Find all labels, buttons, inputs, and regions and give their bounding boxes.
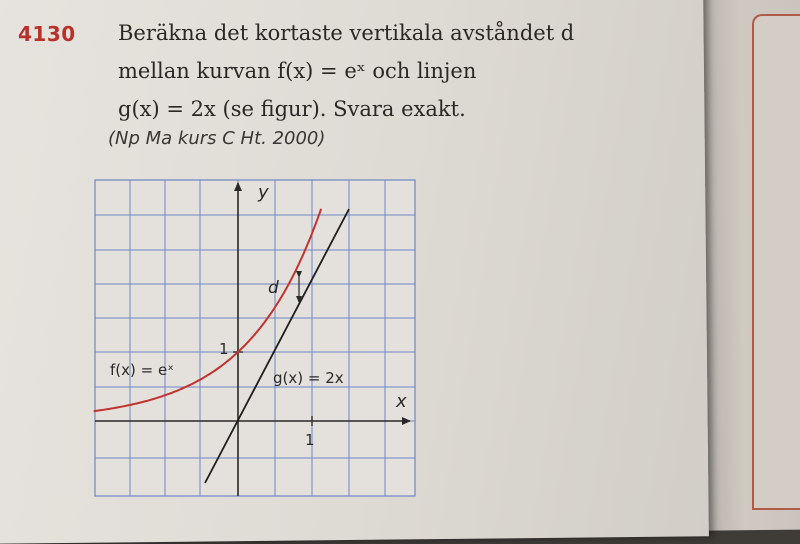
problem-source: (Np Ma kurs C Ht. 2000): [108, 128, 326, 149]
problem-line-2: mellan kurvan f(x) = eˣ och linjen: [118, 59, 477, 83]
x-axis-label: x: [396, 391, 407, 412]
distance-label: d: [268, 278, 279, 298]
tick-x-label: 1: [305, 431, 315, 449]
y-axis-label: y: [258, 182, 269, 203]
line-label: g(x) = 2x: [273, 369, 344, 387]
problem-line-3: g(x) = 2x (se figur). Svara exakt.: [118, 97, 466, 121]
problem-line-1: Beräkna det kortaste vertikala avståndet d: [118, 21, 575, 45]
problem-number: 4130: [18, 22, 76, 46]
tick-y-label: 1: [219, 340, 229, 358]
curve-label: f(x) = eˣ: [110, 361, 174, 379]
grid-frame: [95, 180, 415, 496]
